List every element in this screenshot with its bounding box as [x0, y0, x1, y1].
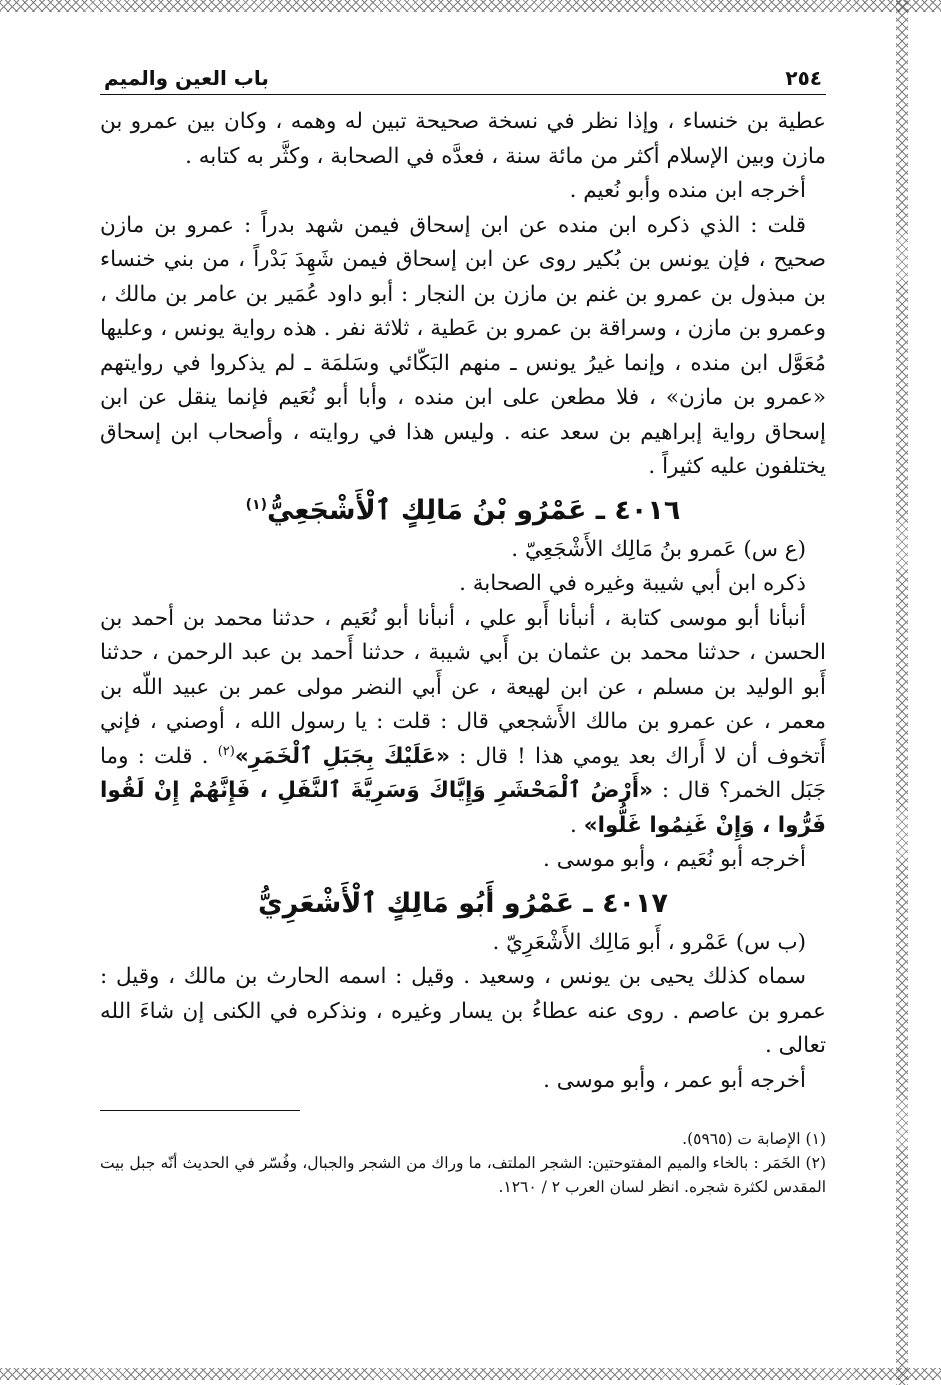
footnote-ref-2: (٢) — [217, 743, 235, 759]
entry-title-4016 — [100, 493, 826, 529]
body-text-middle: . قلت : وما جَبَل الخمر؟ قال : — [100, 743, 826, 803]
body-text-start: أنبأنا أبو موسى كتابة ، أنبأنا أَبو علي ، أنبأنا أبو نُعَيم ، حدثنا محمد بن أحمد بن الحسن ، حدثنا محمد بن عثمان بن أَبي شيبة ، حدثنا أَحمد بن عبد الرحمن ، حدثنا أَبو الوليد بن مسلم ، عن ابن لهيعة ، عن أَبي النضر مولى عمر بن عبيد اللّه بن معمر ، عن عمرو بن مالك الأَشجعي قال : قلت : يا رسول الله ، أوصني ، فإني أَتخوف أن لا أَراك بعد يومي هذا ! قال : — [100, 605, 827, 769]
hadith-quote-1: «عَلَيْكَ بِجَبَلِ ٱلْخَمَرِ» — [234, 743, 450, 769]
entry-4017-closing: أخرجه أبو عمر ، وأبو موسى . — [543, 1067, 806, 1093]
hadith-quote-2: «أَرْضُ ٱلْمَحْشَرِ وَإِيَّاكَ وَسَرِيَّةَ ٱلنَّفَلِ ، فَإِنَّهُمْ إِنْ لَقُوا فَرُّوا ، وَإِنْ غَنِمُوا غَلُّوا» — [100, 778, 826, 838]
footnote-rule — [100, 1110, 300, 1111]
footnote-mark: (١) — [805, 1130, 826, 1148]
entry-title-text: ٤٠١٦ ـ عَمْرُو بْنُ مَالِكٍ ٱلْأَشْجَعِيُّ — [267, 494, 681, 526]
entry-4017-header-line: (ب س) عَمْرو ، أَبو مَالِك الأَشْعَرِيّ . — [492, 929, 806, 955]
intro-paragraph-2: أخرجه ابن منده وأبو نُعيم . — [569, 178, 806, 203]
header-rule — [100, 94, 826, 95]
entry-4016-source-line: ذكره ابن أبي شيبة وغيره في الصحابة . — [459, 571, 806, 596]
intro-paragraph-1: عطية بن خنساء ، وإذا نظر في نسخة صحيحة تبين له وهمه ، وكان بين عمرو بن مازن وبين الإسلام أكثر من مائة سنة ، فعدَّه في الصحابة ، وكثَّر به كتابه . — [100, 109, 826, 169]
intro-paragraph-3: قلت : الذي ذكره ابن منده عن ابن إسحاق فيمن شهد بدراً : عمرو بن مازن صحيح ، فإن يونس بن بُكير روى عن ابن إسحاق فيمن شَهِدَ بَدْراً ، من بني خنساء بن مبذول بن عمرو بن غنم بن مازن بن النجار : أبو داود عُمَير بن عامر بن مالك ، وعمرو بن مازن ، وسراقة بن عمرو بن عَطية ، ثلاثة نفر . هذه رواية يونس ، وعليها مُعَوَّل ابن منده ، وإنما غيرُ يونس ـ منهم البَكّائي وسَلمَة ـ لم يذكروا في روايتهم «عمرو بن مازن» ، فلا مطعن على ابن منده ، وأبا أبو نُعَيم فإنما ينقل عن ابن إسحاق رواية إبراهيم بن سعد عنه . وليس هذا في روايته ، وأصحاب ابن إسحاق يختلفون عليه كثيراً . — [100, 212, 826, 479]
page-number: ٢٥٤ — [785, 66, 822, 90]
footnote-1 — [100, 1127, 826, 1151]
footnote-text: الإصابة ت (٥٩٦٥). — [682, 1130, 801, 1148]
footnote-text: الخَمَر : بالخاء والميم المفتوحتين: الشجر الملتف، ما وراك من الشجر والجبال، وفُسّر في الحديث أنّه جبل بيت المقدس لكثرة شجره. انظر لسان العرب ٢ / ١٢٦٠. — [100, 1154, 826, 1196]
chapter-title: باب العين والميم — [104, 66, 269, 90]
footnote-ref-1: (١) — [245, 496, 267, 513]
footnote-2 — [100, 1151, 826, 1199]
entry-title-4017 — [100, 886, 826, 922]
footnote-mark: (٢) — [805, 1154, 826, 1172]
decorative-border-bottom — [0, 1368, 941, 1380]
decorative-border-right — [896, 0, 908, 1385]
entry-4016-header-line: (ع س) عَمرو بنُ مَالِك الأَشْجَعِيّ . — [511, 536, 806, 562]
decorative-border-top — [0, 0, 941, 12]
entry-title-text: ٤٠١٧ ـ عَمْرُو أَبُو مَالِكٍ ٱلْأَشْعَرِيُّ — [258, 887, 668, 919]
entry-4016-closing: أخرجه أبو نُعَيم ، وأبو موسى . — [543, 847, 806, 872]
page-header — [100, 60, 826, 94]
body-text-end: . — [570, 812, 584, 838]
entry-4016-body — [100, 602, 826, 844]
book-page — [100, 60, 826, 1199]
entry-4017-body: سماه كذلك يحيى بن يونس ، وسعيد . وقيل : اسمه الحارث بن مالك ، وقيل : عمرو بن عاصم . روى عنه عطاءُ بن يسار وغيره ، ونذكره في الكنى إن شاءَ الله تعالى . — [100, 964, 826, 1058]
